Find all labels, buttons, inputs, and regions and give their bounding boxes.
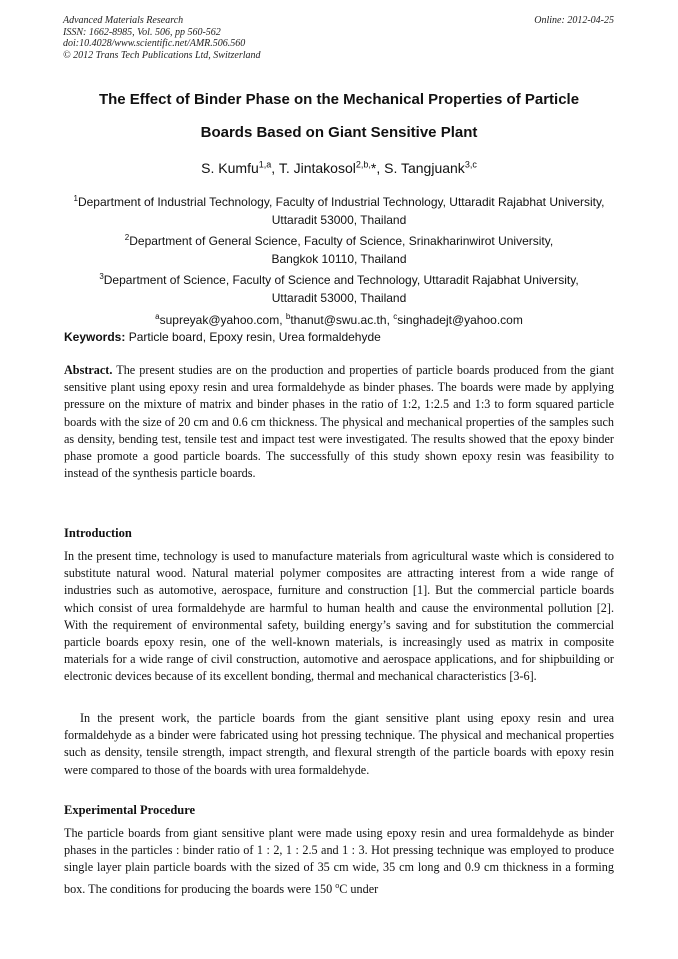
issn: ISSN: 1662-8985, Vol. 506, pp 560-562 xyxy=(63,26,221,38)
abstract xyxy=(64,362,614,482)
author-list xyxy=(40,159,638,176)
author-1: S. Kumfu$^{1,a}$, xyxy=(201,159,279,176)
introduction-paragraph-1: In the present time, technology is used to manufacture materials from agricultural waste which is considered to substitute natural wood. Natural material polymer composites are attracting interest from a wide range of industries such as automotive, aerospace, furniture and construction [1]. But the commercial particle boards which consist of urea formaldehyde are harmful to human health and cause the environmental pollution [2]. With the requirement of environmental safety, building energy’s saving and for substitution the commercial particle boards epoxy resin, one of the well-known materials, is increasingly used as matrix in composite materials for a wide range of civil construction, automotive and aerospace applications, and for shipbuilding or electronic devices because of its excellent bonding, thermal and mechanical characteristics [3-6]. xyxy=(64,549,614,684)
affiliation-2: $^2$Department of General Science, Faculty of Science, Srinakharinwirot University, xyxy=(124,233,554,249)
paper-title-line-2: Boards Based on Giant Sensitive Plant xyxy=(200,124,478,141)
author-3: S. Tangjuank$^{3,c}$ xyxy=(384,159,477,176)
experimental-paragraph-1: The particle boards from giant sensitive plant were made using epoxy resin and urea formaldehyde as binder phases in the particles : binder ratio of 1 : 2, 1 : 2.5 and 1 : 3. Hot pressing technique was employed to produce single layer plain particle boards with the sized of 35 cm wide, 35 cm long and 0.9 cm thickness in a forming box. The conditions for producing the boards were 150 $^o$C under xyxy=(64,826,614,896)
section-heading-introduction: Introduction xyxy=(64,526,132,540)
degree-mark: o xyxy=(335,880,340,890)
section-heading-experimental: Experimental Procedure xyxy=(64,803,196,817)
doi: doi:10.4028/www.scientific.net/AMR.506.560 xyxy=(63,38,246,49)
author-2: T. Jintakosol$^{2,b,}$*, xyxy=(278,159,385,176)
email-a: supreyak@yahoo.com xyxy=(159,312,280,327)
email-b: thanut@swu.ac.th xyxy=(290,312,387,327)
copyright: © 2012 Trans Tech Publications Ltd, Switzerland xyxy=(63,49,261,61)
affiliation-2-city: Bangkok 10110, Thailand xyxy=(271,251,407,266)
journal-header xyxy=(63,15,261,61)
affiliation-3-city: Uttaradit 53000, Thailand xyxy=(271,290,407,305)
affiliations xyxy=(50,190,628,329)
email-list: $^a$supreyak@yahoo.com, $^b$thanut@swu.ac.th, $^c$singhadejt@yahoo.com xyxy=(155,311,523,327)
affiliation-3: $^3$Department of Science, Faculty of Science and Technology, Uttaradit Rajabhat University, xyxy=(99,272,579,288)
corresponding-mark: * xyxy=(370,159,377,176)
keywords-label: Keywords: xyxy=(64,330,126,344)
keywords xyxy=(64,330,381,344)
journal-name: Advanced Materials Research xyxy=(63,15,184,26)
affiliation-1-city: Uttaradit 53000, Thailand xyxy=(271,212,407,227)
affiliation-1: $^1$Department of Industrial Technology, Faculty of Industrial Technology, Uttaradit Rajabhat University, xyxy=(73,194,605,209)
keywords-text: Particle board, Epoxy resin, Urea formaldehyde xyxy=(125,330,381,344)
online-date: Online: 2012-04-25 xyxy=(534,15,614,26)
paper-title-line-1: The Effect of Binder Phase on the Mechanical Properties of Particle xyxy=(98,91,580,108)
email-c: singhadejt@yahoo.com xyxy=(397,312,523,327)
abstract-text: The present studies are on the production and properties of particle boards produced from the giant sensitive plant using epoxy resin and urea formaldehyde as binder phases. The boards were made by applying pressure on the mixture of matrix and binder phases in the ratio of 1:2, 1:2.5 and 1:3 to form squared particle boards with the size of 20 cm and 0.6 cm thickness. The physical and mechanical properties of the samples such as density, bending test, tensile test and impact test were investigated. The results showed that the epoxy binder phase promote a good particle boards. The successfully of this study shown epoxy resin was feasibility to instead of the synthesis particle boards. xyxy=(64,363,614,481)
introduction-paragraph-2: In the present work, the particle boards from the giant sensitive plant using epoxy resin and urea formaldehyde as a binder were fabricated using hot pressing technique. The physical and mechanical properties such as density, tensile strength, impact strength, and flexural strength of the particle boards with epoxy resin were compared to those of the boards with urea formaldehyde. xyxy=(64,711,614,777)
abstract-label: Abstract. xyxy=(64,363,113,377)
